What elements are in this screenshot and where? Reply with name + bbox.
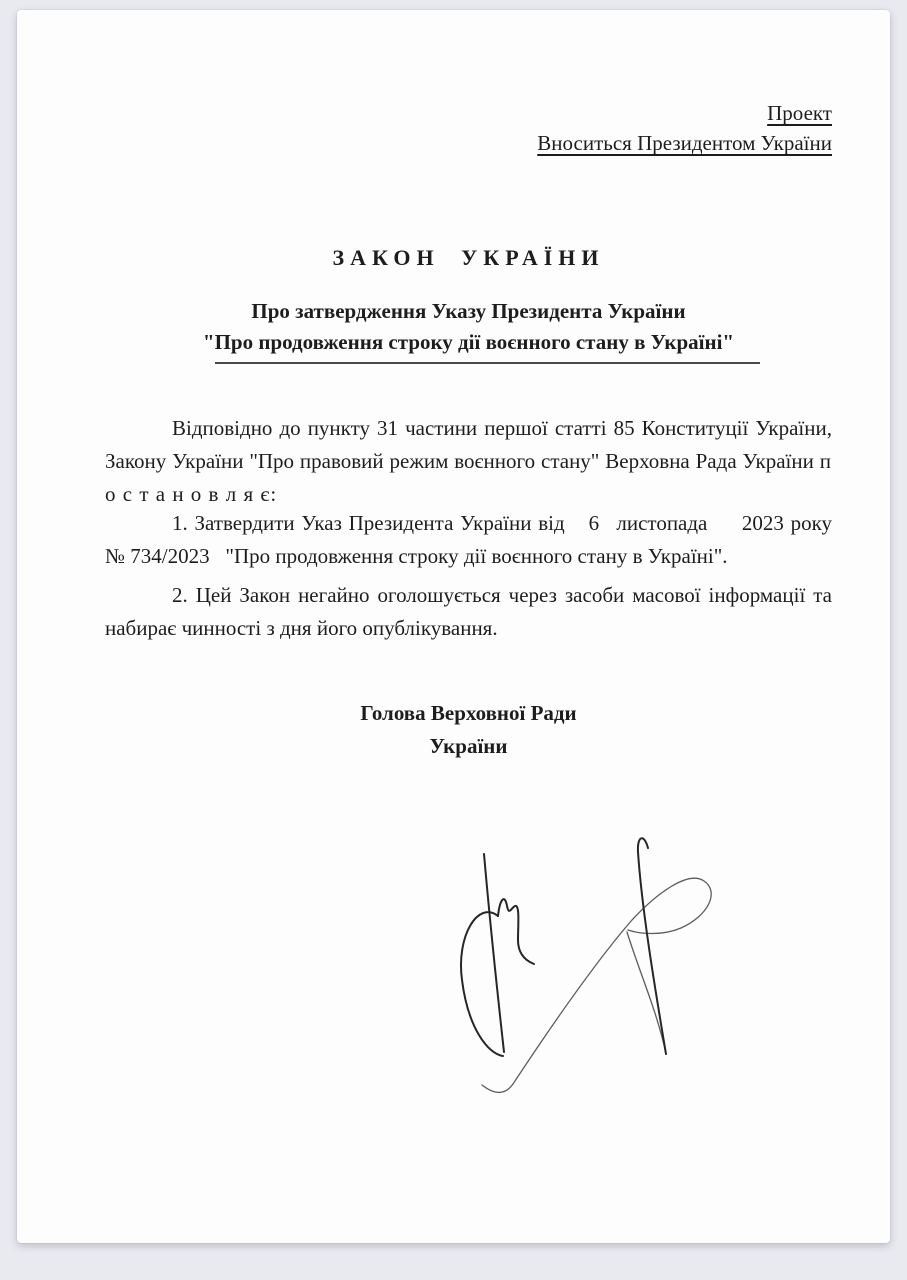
- document-page: [17, 10, 890, 1243]
- article-2-paragraph: 2. Цей Закон негайно оголошується через засоби масової інформації та набирає чинності з дня його опублікування.: [105, 583, 832, 640]
- signatory-title-line1: Голова Верховної Ради: [360, 701, 577, 725]
- preamble-text: Відповідно до пункту 31 частини першої статті 85 Конституції України, Закону України "Про правовий режим воєнного стану" Верховна Рада України: [105, 416, 832, 473]
- title-divider-rule: [215, 362, 760, 364]
- law-subtitle-line1: Про затвердження Указу Президента України: [251, 299, 686, 323]
- draft-label: Проект: [767, 101, 832, 125]
- law-subtitle-line2: "Про продовження строку дії воєнного стану в Україні": [202, 330, 735, 354]
- document-header: [537, 98, 832, 158]
- signatory-block: [105, 697, 832, 763]
- law-title: ЗАКОН УКРАЇНИ: [332, 245, 605, 270]
- article-1-paragraph: 1. Затвердити Указ Президента України від 6 листопада 2023 року № 734/2023 "Про продовження строку дії воєнного стану в Україні".: [105, 511, 832, 568]
- signature: [440, 828, 730, 1118]
- resolves-text: п о с т а н о в л я є:: [105, 449, 832, 506]
- law-subtitle: [105, 296, 832, 358]
- preamble-paragraph: [105, 412, 832, 511]
- submitted-by-label: Вноситься Президентом України: [537, 131, 832, 155]
- signatory-title-line2: України: [429, 734, 508, 758]
